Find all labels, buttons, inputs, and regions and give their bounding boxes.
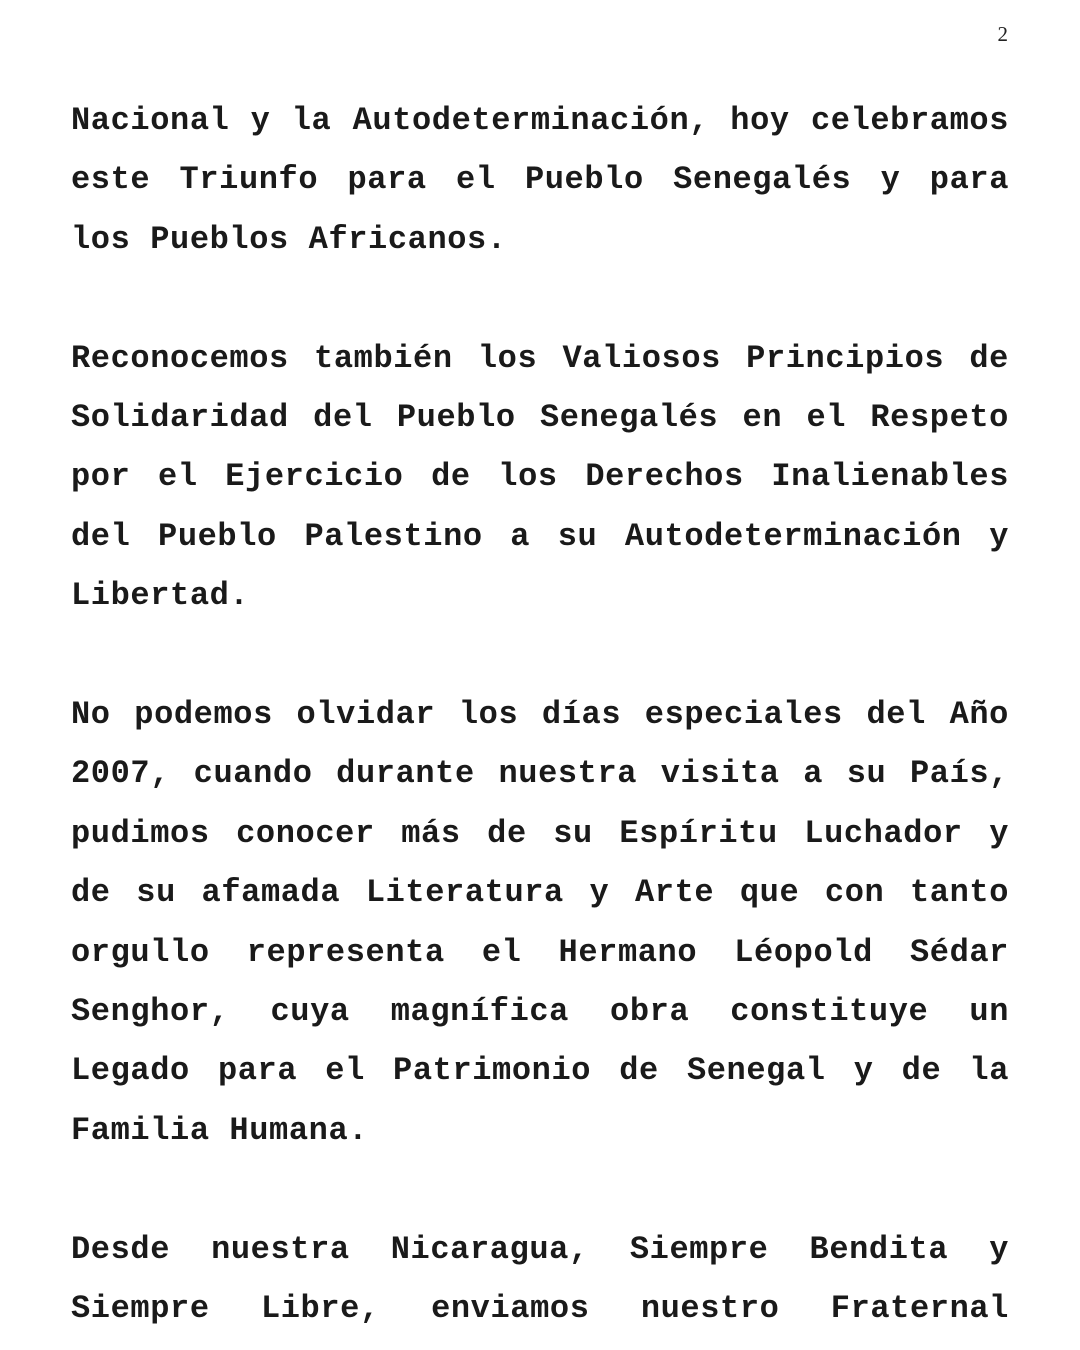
paragraph-2: Reconocemos también los Valiosos Principios de Solidaridad del Pueblo Senegalés en el Respeto por el Ejercicio de los Derechos Inalienables del Pueblo Palestino a su Autodeterminación y Libertad. (71, 339, 1009, 615)
paragraph-4: Desde nuestra Nicaragua, Siempre Bendita y Siempre Libre, enviamos nuestro Fraternal (71, 1230, 1009, 1328)
document-body (71, 91, 1009, 1338)
page-number: 2 (997, 22, 1008, 46)
paragraph-3: No podemos olvidar los días especiales del Año 2007, cuando durante nuestra visita a su País, pudimos conocer más de su Espíritu Luchador y de su afamada Literatura y Arte que con tanto orgullo representa el Hermano Léopold Sédar Senghor, cuya magnífica obra constituye un Legado para el Patrimonio de Senegal y de la Familia Humana. (71, 696, 1009, 1149)
paragraph-1: Nacional y la Autodeterminación, hoy celebramos este Triunfo para el Pueblo Senegalés y para los Pueblos Africanos. (71, 102, 1009, 258)
